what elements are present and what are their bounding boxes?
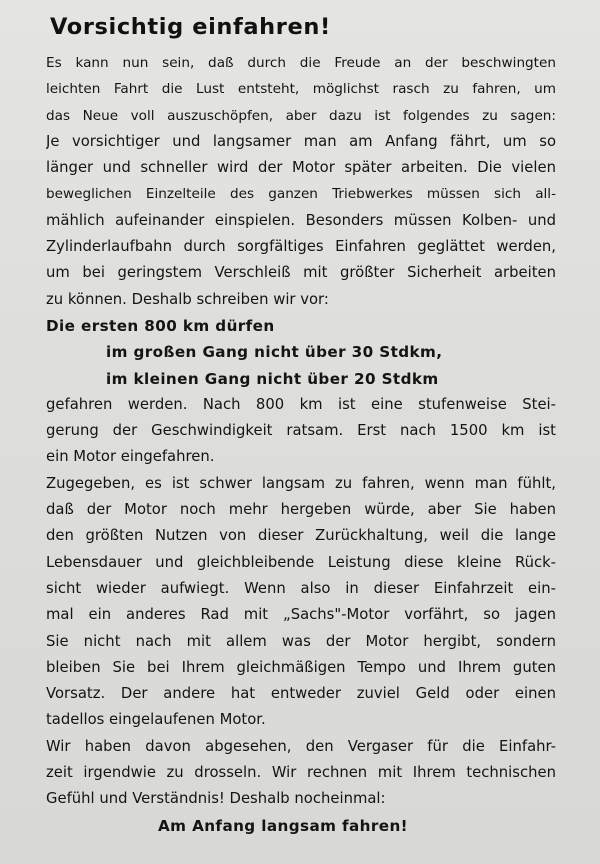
text-line: Wir haben davon abgesehen, den Vergaser für die Einfahr- bbox=[46, 737, 556, 755]
text-line: Zylinderlaufbahn durch sorgfältiges Einfahren geglättet werden, bbox=[46, 238, 556, 256]
text-line: zeit irgendwie zu drosseln. Wir rechnen mit Ihrem technischen bbox=[46, 764, 556, 782]
rule-heading: Die ersten 800 km dürfen bbox=[46, 316, 275, 335]
text-line: daß der Motor noch mehr hergeben würde, aber Sie haben bbox=[46, 501, 556, 519]
page-title: Vorsichtig einfahren! bbox=[50, 14, 331, 40]
text-line: Je vorsichtiger und langsamer man am Anfang fährt, um so bbox=[46, 132, 556, 150]
text-line: ein Motor eingefahren. bbox=[46, 448, 215, 466]
text-line: bleiben Sie bei Ihrem gleichmäßigen Tempo und Ihrem guten bbox=[46, 658, 556, 676]
text-line: Lebensdauer und gleichbleibende Leistung diese kleine Rück- bbox=[46, 553, 556, 571]
text-line: tadellos eingelaufenen Motor. bbox=[46, 711, 266, 729]
text-line: den größten Nutzen von dieser Zurückhaltung, weil die lange bbox=[46, 527, 556, 545]
text-line: gefahren werden. Nach 800 km ist eine stufenweise Stei- bbox=[46, 395, 556, 413]
text-line: beweglichen Einzelteile des ganzen Triebwerkes müssen sich all- bbox=[46, 186, 556, 203]
text-line: zu können. Deshalb schreiben wir vor: bbox=[46, 290, 329, 308]
text-line: Gefühl und Verständnis! Deshalb nocheinmal: bbox=[46, 790, 386, 808]
rule-line: im kleinen Gang nicht über 20 Stdkm bbox=[106, 369, 439, 388]
text-line: Zugegeben, es ist schwer langsam zu fahren, wenn man fühlt, bbox=[46, 474, 556, 492]
text-line: um bei geringstem Verschleiß mit größter Sicherheit arbeiten bbox=[46, 264, 556, 282]
text-line: mählich aufeinander einspielen. Besonders müssen Kolben- und bbox=[46, 211, 556, 229]
rule-line: im großen Gang nicht über 30 Stdkm, bbox=[106, 343, 443, 362]
text-line: Sie nicht nach mit allem was der Motor hergibt, sondern bbox=[46, 632, 556, 650]
text-line: mal ein anderes Rad mit „Sachs"-Motor vorfährt, so jagen bbox=[46, 606, 556, 624]
text-line: leichten Fahrt die Lust entsteht, möglichst rasch zu fahren, um bbox=[46, 81, 556, 98]
text-line: sicht wieder aufwiegt. Wenn also in dieser Einfahrzeit ein- bbox=[46, 579, 556, 597]
text-line: das Neue voll auszuschöpfen, aber dazu ist folgendes zu sagen: bbox=[46, 107, 556, 124]
document-body bbox=[46, 50, 556, 839]
text-line: Vorsatz. Der andere hat entweder zuviel Geld oder einen bbox=[46, 685, 556, 703]
text-line: gerung der Geschwindigkeit ratsam. Erst nach 1500 km ist bbox=[46, 422, 556, 440]
closing-line: Am Anfang langsam fahren! bbox=[158, 816, 408, 835]
text-line: länger und schneller wird der Motor später arbeiten. Die vielen bbox=[46, 159, 556, 177]
text-line: Es kann nun sein, daß durch die Freude an der beschwingten bbox=[46, 55, 556, 71]
